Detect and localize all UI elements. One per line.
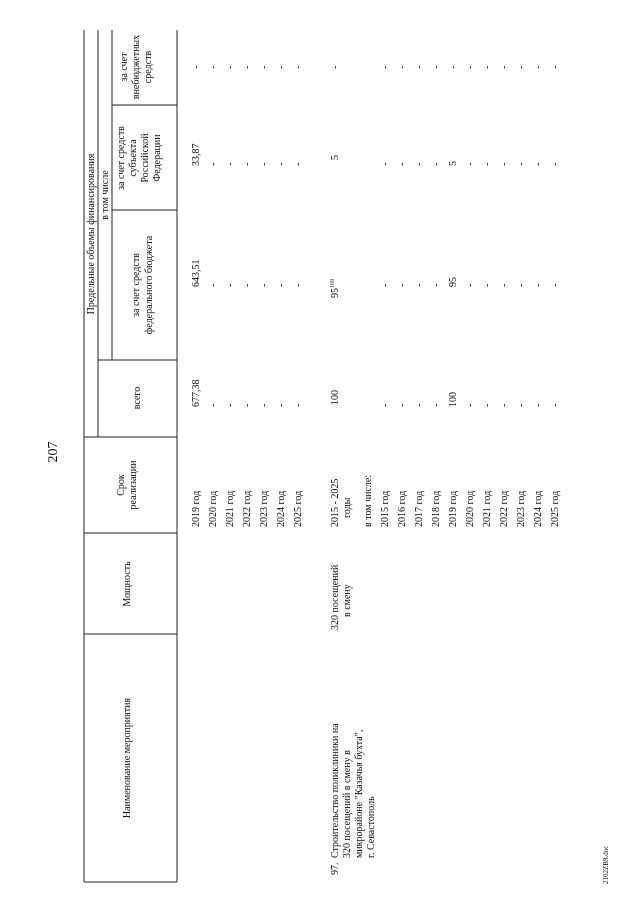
row-subject (448, 161, 459, 166)
row-federal-value: - (380, 283, 391, 287)
row-total-value: - (499, 403, 510, 407)
including-label: в том числе: (363, 474, 374, 527)
row-subject (293, 163, 304, 166)
row-subject-value: - (533, 162, 544, 166)
row-extra-value: - (550, 65, 561, 69)
row-total-value: - (550, 403, 561, 407)
row-subject (208, 163, 219, 166)
row-extra (431, 66, 442, 69)
item-name-line-4: г. Севастополь (366, 796, 377, 858)
row-subject (380, 163, 391, 166)
row-subject (499, 163, 510, 166)
item-period-line-1: 2015 - 2025 (330, 478, 341, 527)
row-period (499, 491, 510, 527)
row-subject (225, 163, 236, 166)
row-subject (431, 163, 442, 166)
row-period-value: 2021 год (482, 490, 493, 527)
row-extra (482, 66, 493, 69)
row-extra-value: - (380, 65, 391, 69)
row-period (242, 491, 253, 527)
row-total (191, 380, 202, 408)
row-period (191, 491, 202, 527)
row-total (242, 404, 253, 407)
row-subject-value: - (499, 162, 510, 166)
row-subject-value: - (414, 162, 425, 166)
row-federal (431, 284, 442, 287)
row-federal (380, 284, 391, 287)
row-period-value: 2017 год (414, 490, 425, 527)
row-subject-value: - (276, 162, 287, 166)
row-subject (397, 163, 408, 166)
row-extra-value: - (414, 65, 425, 69)
item-97 (330, 66, 377, 875)
row-period (225, 491, 236, 527)
row-total-value: - (414, 403, 425, 407)
row-subject-value: 33,87 (191, 143, 202, 166)
row-federal (242, 284, 253, 287)
row-extra-value: - (397, 65, 408, 69)
row-total-value: - (242, 403, 253, 407)
row-subject-value: - (225, 162, 236, 166)
row-total (225, 404, 236, 407)
row-total (276, 404, 287, 407)
row-extra-value: - (465, 65, 476, 69)
row-subject-value: - (516, 162, 527, 166)
row-extra-value: - (293, 65, 304, 69)
row-federal-value: - (259, 283, 270, 287)
row-extra-value: - (431, 65, 442, 69)
row-total-value: - (225, 403, 236, 407)
row-total (482, 404, 493, 407)
row-total-value: - (465, 403, 476, 407)
item-capacity-line-1: 320 посещений (330, 564, 341, 630)
row-extra (448, 66, 459, 69)
row-federal-value: - (482, 283, 493, 287)
row-extra (293, 66, 304, 69)
row-federal-value: - (499, 283, 510, 287)
item-number: 97. (330, 862, 341, 875)
row-total-value: - (276, 403, 287, 407)
row-extra (414, 66, 425, 69)
row-period-value: 2018 год (431, 490, 442, 527)
row-federal-value: 95 (448, 277, 459, 287)
row-total-value: - (397, 403, 408, 407)
row-extra (276, 66, 287, 69)
row-subject (414, 163, 425, 166)
row-total-value: - (516, 403, 527, 407)
row-extra-value: - (499, 65, 510, 69)
row-extra-value: - (208, 65, 219, 69)
header-subject-line-3: Российской (140, 133, 151, 183)
row-period (276, 491, 287, 527)
row-period-value: 2015 год (380, 490, 391, 527)
row-federal (259, 284, 270, 287)
row-period (550, 491, 561, 527)
row-total (516, 404, 527, 407)
row-period (293, 491, 304, 527)
row-extra (242, 66, 253, 69)
row-federal (276, 284, 287, 287)
row-total-value: - (533, 403, 544, 407)
row-total-value: 100 (448, 392, 459, 407)
header-name: Наименование мероприятия (122, 697, 133, 819)
row-total (259, 404, 270, 407)
row-period (397, 491, 408, 527)
header-subject-line-2: субъекта (128, 139, 139, 177)
row-federal (448, 277, 459, 287)
row-total (414, 404, 425, 407)
row-federal (293, 284, 304, 287)
row-subject (533, 163, 544, 166)
header-federal-line-2: федерального бюджета (144, 235, 155, 335)
row-extra (550, 66, 561, 69)
row-extra (208, 66, 219, 69)
row-federal-value: - (276, 283, 287, 287)
item-period-line-2: годы (342, 497, 353, 518)
row-federal (499, 284, 510, 287)
row-period-value: 2019 год (448, 490, 459, 527)
row-total (208, 404, 219, 407)
row-subject-value: - (208, 162, 219, 166)
item-name-line-2: 320 посещений в смену в (342, 750, 353, 858)
row-federal (533, 284, 544, 287)
row-extra (380, 66, 391, 69)
item-name-line-3: микрорайоне "Казачья бухта", (354, 729, 365, 858)
row-total (293, 404, 304, 407)
row-extra-value: - (448, 65, 459, 69)
row-federal (482, 284, 493, 287)
header-extra-line-3: средств (143, 50, 154, 84)
item-extra: - (330, 65, 341, 69)
row-extra-value: - (225, 65, 236, 69)
row-period-value: 2016 год (397, 490, 408, 527)
row-total-value: 677,38 (191, 379, 202, 407)
row-total-value: - (482, 403, 493, 407)
header-extra-line-2: внебюджетных (131, 34, 142, 100)
row-period (414, 491, 425, 527)
row-period (465, 491, 476, 527)
row-period (516, 491, 527, 527)
row-extra-value: - (242, 65, 253, 69)
row-total-value: - (259, 403, 270, 407)
header-period-line-1: Срок (116, 474, 127, 496)
header-including: в том числе (100, 170, 111, 220)
top-rows (191, 66, 304, 527)
row-federal-value: 643,51 (191, 259, 202, 287)
header-limits: Предельные объемы финансирования (86, 153, 97, 315)
item-federal-footnote: 169 (330, 279, 336, 288)
row-subject-value: 5 (448, 161, 459, 166)
row-extra (499, 66, 510, 69)
row-federal-value: - (208, 283, 219, 287)
row-federal-value: - (414, 283, 425, 287)
row-total-value: - (431, 403, 442, 407)
row-period-value: 2021 год (225, 490, 236, 527)
row-federal-value: - (397, 283, 408, 287)
row-federal (225, 284, 236, 287)
row-period (259, 491, 270, 527)
row-total (550, 404, 561, 407)
row-extra-value: - (191, 65, 202, 69)
row-period-value: 2025 год (293, 490, 304, 527)
row-extra-value: - (259, 65, 270, 69)
item-federal-value: 95 (330, 288, 341, 298)
row-total (380, 404, 391, 407)
row-extra (397, 66, 408, 69)
row-subject-value: - (242, 162, 253, 166)
row-subject (482, 163, 493, 166)
row-period-value: 2020 год (208, 490, 219, 527)
header-subject-line-1: за счет средств (116, 126, 127, 190)
row-extra (465, 66, 476, 69)
row-subject (276, 163, 287, 166)
row-period (448, 491, 459, 527)
row-subject (191, 144, 202, 167)
row-total (397, 404, 408, 407)
row-period-value: 2019 год (191, 490, 202, 527)
row-total (448, 392, 459, 407)
row-extra (259, 66, 270, 69)
row-subject-value: - (293, 162, 304, 166)
row-subject-value: - (397, 162, 408, 166)
row-period-value: 2025 год (550, 490, 561, 527)
row-federal-value: - (465, 283, 476, 287)
header-period-line-2: реализации (128, 460, 139, 510)
row-extra-value: - (533, 65, 544, 69)
row-federal (397, 284, 408, 287)
row-federal (516, 284, 527, 287)
row-extra (191, 66, 202, 69)
row-total-value: - (293, 403, 304, 407)
row-extra-value: - (276, 65, 287, 69)
row-subject-value: - (550, 162, 561, 166)
row-federal-value: - (225, 283, 236, 287)
row-subject-value: - (431, 162, 442, 166)
row-period-value: 2024 год (276, 490, 287, 527)
row-period-value: 2022 год (242, 490, 253, 527)
row-subject (465, 163, 476, 166)
row-period (533, 491, 544, 527)
header-capacity: Мощность (122, 561, 133, 607)
header-extra-line-1: за счет (119, 52, 130, 82)
row-period-value: 2023 год (259, 490, 270, 527)
row-extra (533, 66, 544, 69)
row-federal (465, 284, 476, 287)
row-federal (208, 284, 219, 287)
row-subject-value: - (465, 162, 476, 166)
header-federal-line-1: за счет средств (131, 253, 142, 317)
item-name-line-1: Строительство поликлиники на (330, 723, 341, 858)
row-period (482, 491, 493, 527)
row-period-value: 2022 год (499, 490, 510, 527)
item-capacity-line-2: в смену (342, 584, 353, 617)
row-period-value: 2020 год (465, 490, 476, 527)
row-period (431, 491, 442, 527)
row-period (380, 491, 391, 527)
page-number: 207 (46, 441, 61, 463)
row-federal (414, 284, 425, 287)
row-federal-value: - (242, 283, 253, 287)
row-federal-value: - (550, 283, 561, 287)
row-total (465, 404, 476, 407)
row-federal-value: - (431, 283, 442, 287)
row-subject (259, 163, 270, 166)
row-extra-value: - (516, 65, 527, 69)
row-subject (550, 163, 561, 166)
item-subject: 5 (330, 155, 341, 160)
row-federal-value: - (293, 283, 304, 287)
item-total: 100 (330, 390, 341, 405)
row-federal (550, 284, 561, 287)
row-subject-value: - (380, 162, 391, 166)
header-subject-line-4: Федерации (152, 134, 163, 182)
row-federal (191, 260, 202, 288)
row-subject (516, 163, 527, 166)
row-subject-value: - (482, 162, 493, 166)
footer-code: 2102ZB9.doc (602, 845, 610, 884)
row-total-value: - (380, 403, 391, 407)
row-period-value: 2023 год (516, 490, 527, 527)
header-total: всего (132, 386, 143, 410)
row-federal-value: - (516, 283, 527, 287)
row-subject (242, 163, 253, 166)
row-period-value: 2024 год (533, 490, 544, 527)
row-federal-value: - (533, 283, 544, 287)
row-extra (225, 66, 236, 69)
row-total (499, 404, 510, 407)
row-extra (516, 66, 527, 69)
row-subject-value: - (259, 162, 270, 166)
row-total (431, 404, 442, 407)
row-extra-value: - (482, 65, 493, 69)
item-97-year-rows (380, 66, 561, 527)
row-total-value: - (208, 403, 219, 407)
row-total (533, 404, 544, 407)
item-federal (330, 279, 341, 298)
row-period (208, 491, 219, 527)
